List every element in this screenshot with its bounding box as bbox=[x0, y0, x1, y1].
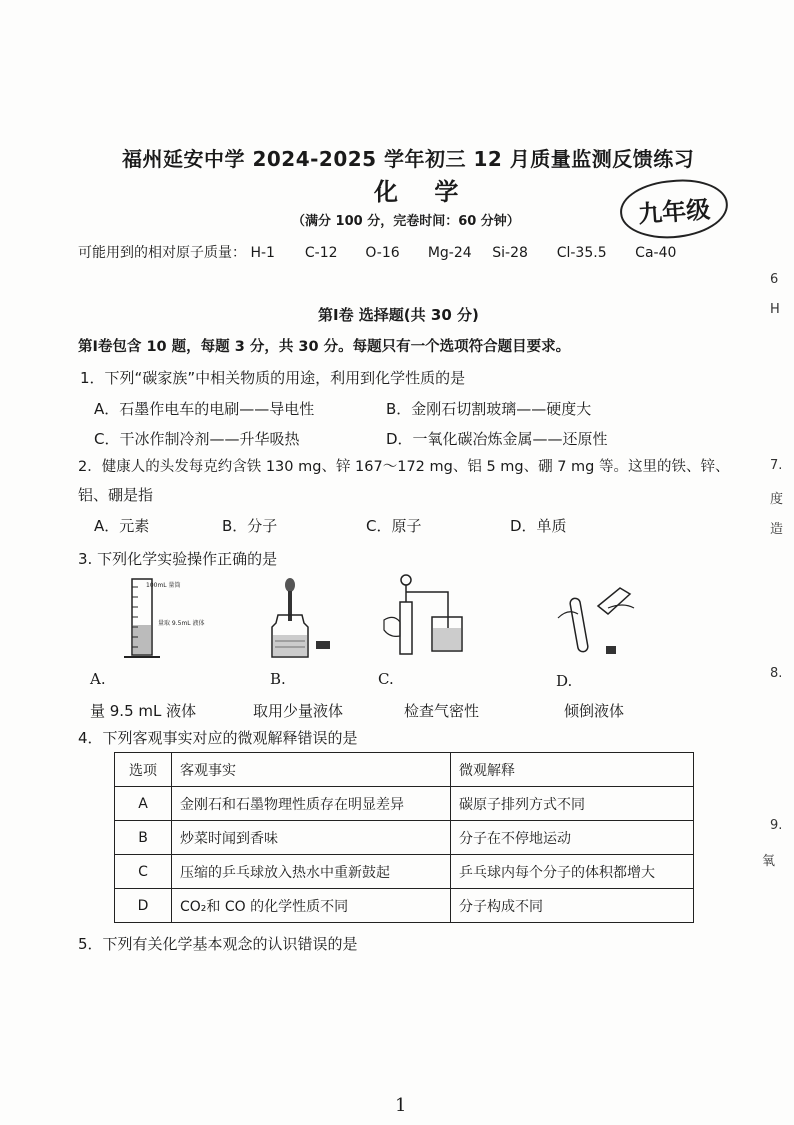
subject-title: 化 学 bbox=[374, 178, 473, 206]
q1-stem: 1．下列“碳家族”中相关物质的用途，利用到化学性质的是 bbox=[80, 369, 466, 387]
table-cell: D bbox=[115, 889, 172, 923]
edge-mark: 8. bbox=[770, 666, 783, 681]
table-cell: 分子在不停地运动 bbox=[451, 821, 694, 855]
mass-ca: Ca-40 bbox=[635, 245, 677, 261]
q1-option-a: A．石墨作电车的电刷——导电性 bbox=[94, 400, 315, 418]
q3-option-a: A. bbox=[90, 670, 106, 688]
table-cell: C bbox=[115, 855, 172, 889]
edge-mark: H bbox=[770, 302, 780, 317]
q2-stem-cont: 铝、硼是指 bbox=[78, 486, 154, 504]
q5-stem: 5．下列有关化学基本观念的认识错误的是 bbox=[78, 935, 358, 953]
q3-option-b: B. bbox=[270, 670, 286, 688]
q1-option-c: C．干冰作制冷剂——升华吸热 bbox=[94, 430, 300, 448]
edge-mark: 氧 bbox=[762, 854, 776, 869]
q3-caption-d: 倾倒液体 bbox=[564, 702, 625, 720]
figure-a-label-cylinder: 100mL 量筒 bbox=[146, 582, 181, 589]
table-header-option: 选项 bbox=[115, 753, 172, 787]
exam-info: （满分 100 分，完卷时间：60 分钟） bbox=[292, 214, 520, 229]
table-cell: A bbox=[115, 787, 172, 821]
figure-a-graduated-cylinder bbox=[118, 575, 218, 663]
q2-stem: 2．健康人的头发每克约含铁 130 mg、锌 167～172 mg、铝 5 mg、硼 7 mg 等。这里的铁、锌、 bbox=[78, 459, 730, 475]
figure-d-pouring-liquid bbox=[548, 578, 648, 663]
table-row bbox=[115, 821, 694, 855]
edge-mark: 度 bbox=[770, 492, 784, 507]
edge-mark: 7. bbox=[770, 458, 783, 473]
table-cell: 分子构成不同 bbox=[451, 889, 694, 923]
mass-cl: Cl-35.5 bbox=[556, 245, 607, 261]
table-cell: 炒菜时闻到香味 bbox=[172, 821, 451, 855]
figure-b-dropper-bottle bbox=[268, 575, 338, 660]
table-row bbox=[115, 855, 694, 889]
atomic-masses bbox=[78, 242, 676, 262]
q1-option-b: B．金刚石切割玻璃——硬度大 bbox=[386, 400, 592, 418]
table-row bbox=[115, 787, 694, 821]
mass-c: C-12 bbox=[304, 245, 338, 261]
q3-caption-b: 取用少量液体 bbox=[253, 702, 344, 720]
table-cell: 乒乓球内每个分子的体积都增大 bbox=[451, 855, 694, 889]
table-cell: CO₂和 CO 的化学性质不同 bbox=[172, 889, 451, 923]
q2-option-d: D．单质 bbox=[510, 517, 567, 535]
table-header-row bbox=[115, 753, 694, 787]
q3-option-d: D. bbox=[556, 672, 573, 690]
q4-table bbox=[114, 752, 694, 923]
table-header-fact: 客观事实 bbox=[172, 753, 451, 787]
q2-option-c: C．原子 bbox=[366, 517, 422, 535]
grade-stamp-text: 九年级 bbox=[637, 195, 712, 229]
section-instructions: 第Ⅰ卷包含 10 题，每题 3 分，共 30 分。每题只有一个选项符合题目要求。 bbox=[78, 339, 571, 355]
table-row bbox=[115, 889, 694, 923]
q2-option-a: A．元素 bbox=[94, 517, 150, 535]
table-cell: 金刚石和石墨物理性质存在明显差异 bbox=[172, 787, 451, 821]
q1-option-d: D．一氧化碳冶炼金属——还原性 bbox=[386, 430, 608, 448]
grade-stamp bbox=[618, 176, 730, 241]
table-header-explanation: 微观解释 bbox=[451, 753, 694, 787]
section-title: 第Ⅰ卷 选择题(共 30 分) bbox=[318, 306, 479, 324]
q3-stem: 3. 下列化学实验操作正确的是 bbox=[78, 550, 278, 568]
table-cell: 碳原子排列方式不同 bbox=[451, 787, 694, 821]
q2-option-b: B．分子 bbox=[222, 517, 278, 535]
page-number: 1 bbox=[395, 1095, 407, 1116]
atomic-masses-label: 可能用到的相对原子质量： bbox=[78, 245, 246, 261]
figure-a-label-volume: 量取 9.5mL 液体 bbox=[158, 620, 205, 627]
table-cell: 压缩的乒乓球放入热水中重新鼓起 bbox=[172, 855, 451, 889]
q4-stem: 4．下列客观事实对应的微观解释错误的是 bbox=[78, 729, 358, 747]
exam-title: 福州延安中学 2024-2025 学年初三 12 月质量监测反馈练习 bbox=[122, 147, 695, 171]
mass-mg: Mg-24 bbox=[427, 245, 472, 261]
edge-mark: 9. bbox=[770, 818, 783, 833]
mass-h: H-1 bbox=[250, 245, 275, 261]
q3-caption-a: 量 9.5 mL 液体 bbox=[90, 702, 197, 720]
mass-si: Si-28 bbox=[492, 245, 528, 261]
table-cell: B bbox=[115, 821, 172, 855]
q3-option-c: C. bbox=[378, 670, 394, 688]
edge-mark: 6 bbox=[770, 272, 779, 287]
edge-mark: 造 bbox=[770, 522, 784, 537]
q3-caption-c: 检查气密性 bbox=[404, 702, 480, 720]
figure-c-airtightness-setup bbox=[378, 572, 478, 662]
mass-o: O-16 bbox=[365, 245, 400, 261]
